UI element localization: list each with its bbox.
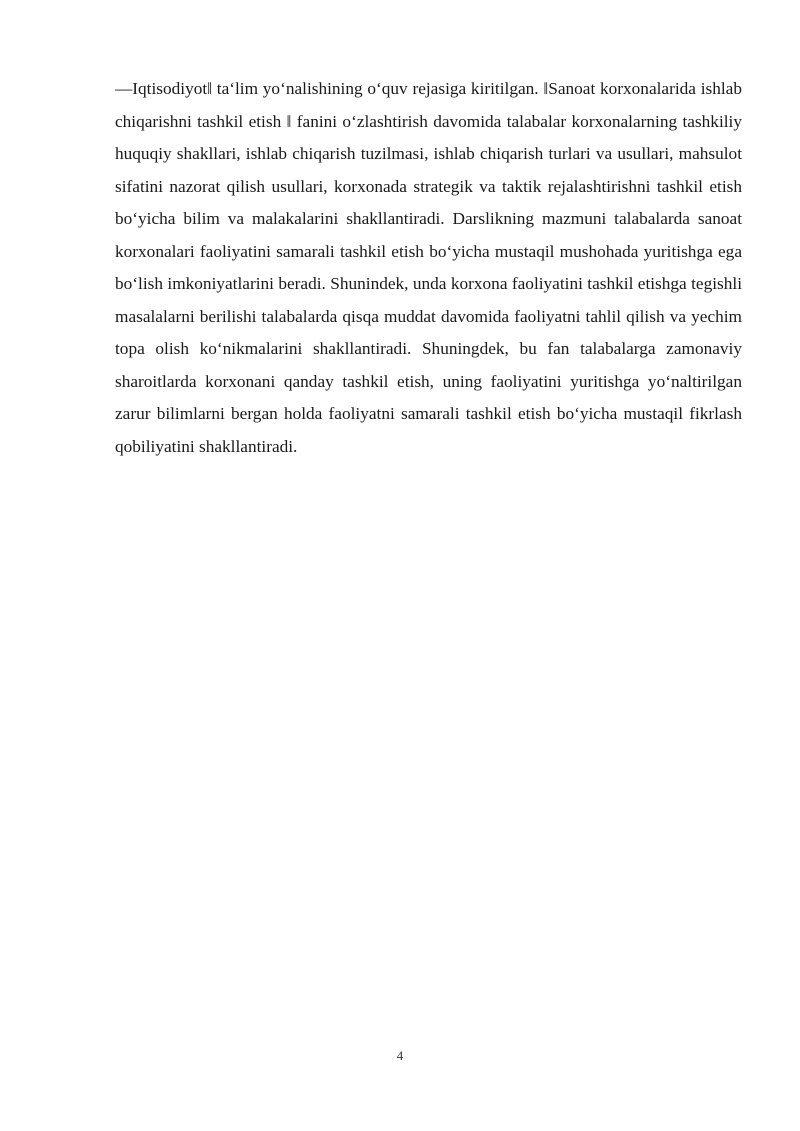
body-paragraph: ―Iqtisodiyot‖ ta‘lim yo‘nalishining o‘quv rejasiga kiritilgan. ‖Sanoat korxonalarida ishlab chiqarishni tashkil etish ‖ fanini o‘zlashtirish davomida talabalar korxonalarning tashkiliy huquqiy shakllari, ishlab chiqarish tuzilmasi, ishlab chiqarish turlari va usullari, mahsulot sifatini nazorat qilish usullari, korxonada strategik va taktik rejalashtirishni tashkil etish bo‘yicha bilim va malakalarini shakllantiradi. Darslikning mazmuni talabalarda sanoat korxonalari faoliyatini samarali tashkil etish bo‘yicha mustaqil mushohada yuritishga ega bo‘lish imkoniyatlarini beradi. Shunindek, unda korxona faoliyatini tashkil etishga tegishli masalalarni berilishi talabalarda qisqa muddat davomida faoliyatni tahlil qilish va yechim topa olish ko‘nikmalarini shakllantiradi. Shuningdek, bu fan talabalarga zamonaviy sharoitlarda korxonani qanday tashkil etish, uning faoliyatini yuritishga yo‘naltirilgan zarur bilimlarni bergan holda faoliyatni samarali tashkil etish bo‘yicha mustaqil fikrlash qobiliyatini shakllantiradi. [115,79,742,456]
page-number: 4 [396,1048,404,1063]
